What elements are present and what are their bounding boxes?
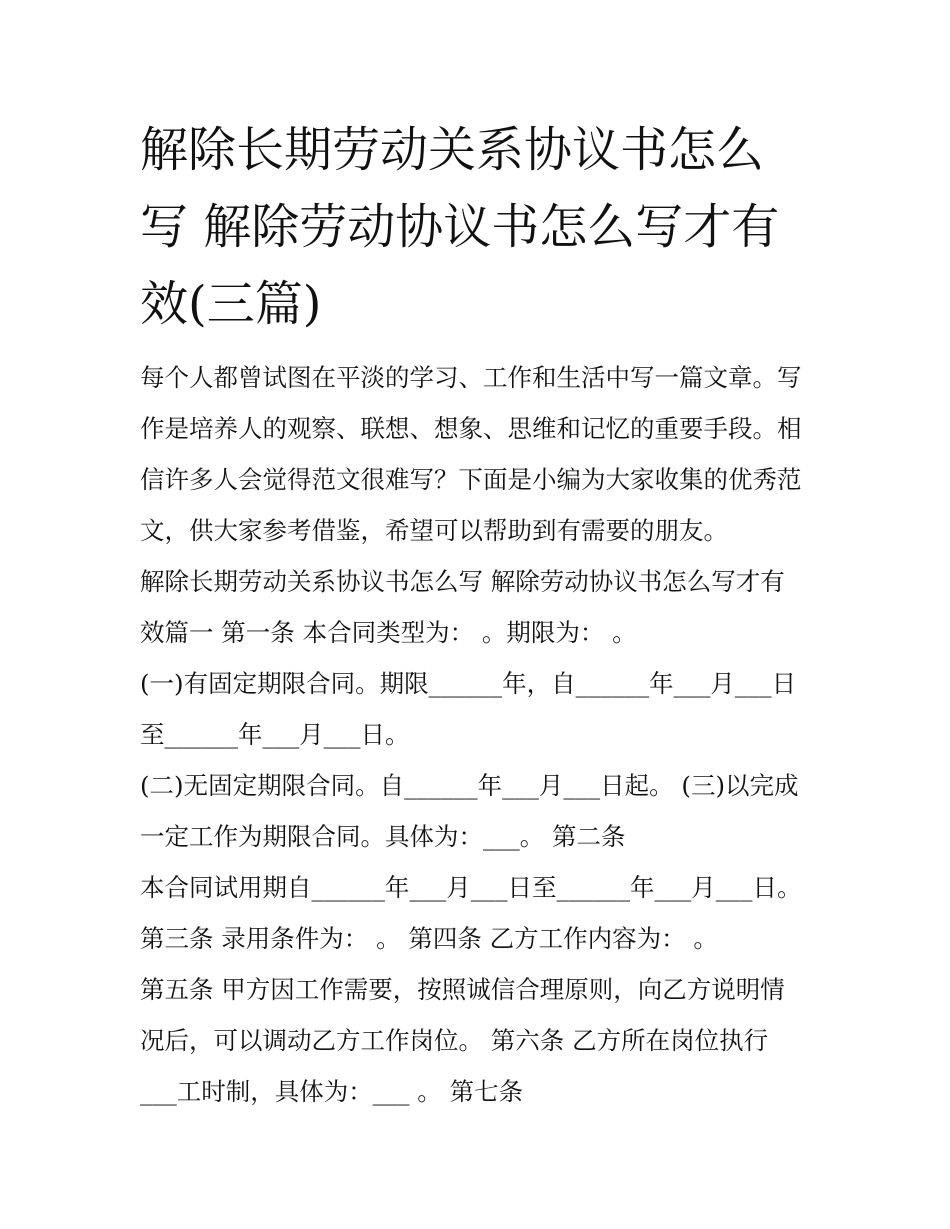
document-body [140, 352, 830, 1117]
clause-line: 第五条 甲方因工作需要，按照诚信合理原则，向乙方说明情 [140, 975, 785, 1004]
title-line: 解除长期劳动关系协议书怎么 [140, 122, 765, 178]
intro-line: 每个人都曾试图在平淡的学习、工作和生活中写一篇文章。写 [140, 363, 802, 392]
clause-line: 至______年___月___日。 [140, 720, 410, 749]
title-line: 写 解除劳动协议书怎么写才有 [140, 199, 780, 255]
intro-line: 作是培养人的观察、联想、想象、思维和记忆的重要手段。相 [140, 414, 802, 443]
clause-line: 第三条 录用条件为： 。 第四条 乙方工作内容为： 。 [140, 924, 718, 953]
intro-line: 文，供大家参考借鉴，希望可以帮助到有需要的朋友。 [140, 516, 728, 545]
clause-line: ___工时制，具体为：___ 。 第七条 [140, 1077, 524, 1106]
clause-line: (一)有固定期限合同。期限______年，自______年___月___日 [140, 669, 797, 698]
intro-line: 信许多人会觉得范文很难写？下面是小编为大家收集的优秀范 [140, 465, 802, 494]
clause-line: 效篇一 第一条 本合同类型为： 。期限为： 。 [140, 618, 637, 647]
clause-line: (二)无固定期限合同。自______年___月___日起。 (三)以完成 [140, 771, 799, 800]
clause-line: 况后，可以调动乙方工作岗位。 第六条 乙方所在岗位执行 [140, 1026, 769, 1055]
clause-line: 一定工作为期限合同。具体为：___。 第二条 [140, 822, 626, 851]
document-title [140, 112, 830, 343]
section-heading-line: 解除长期劳动关系协议书怎么写 解除劳动协议书怎么写才有 [140, 567, 785, 596]
clause-line: 本合同试用期自______年___月___日至______年___月___日。 [140, 873, 802, 902]
title-line: 效(三篇) [140, 276, 322, 332]
